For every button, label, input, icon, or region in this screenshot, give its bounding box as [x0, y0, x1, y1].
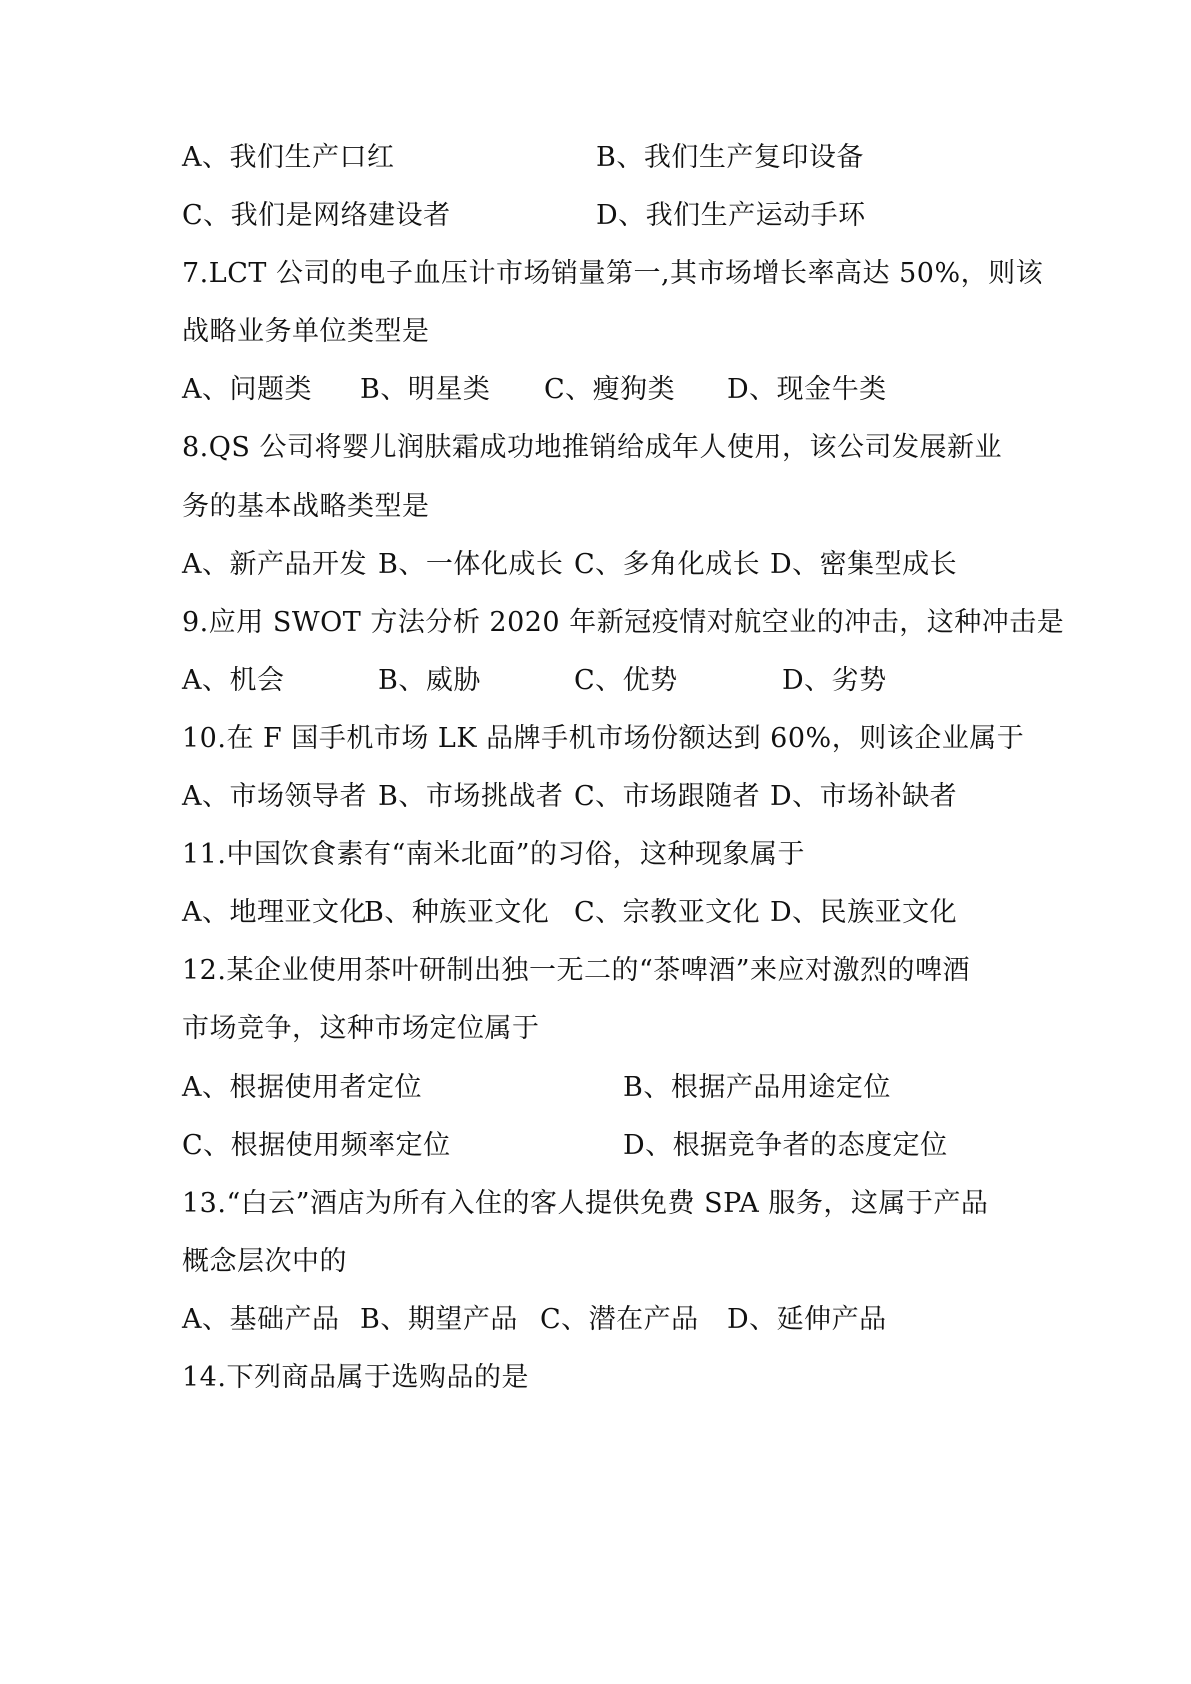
q10-options-row — [182, 777, 1041, 817]
q6-option-c: C、我们是网络建设者 — [182, 200, 451, 231]
q13-option-a: A、基础产品 — [182, 1304, 340, 1335]
q11-option-d: D、民族亚文化 — [770, 897, 958, 928]
q11-options-row — [182, 893, 1041, 933]
q7-option-d: D、现金牛类 — [727, 374, 887, 405]
q6-option-a: A、我们生产口红 — [182, 142, 395, 173]
q11-option-b: B、种族亚文化 — [364, 897, 550, 928]
q10-stem-line-1: 10.在 F 国手机市场 LK 品牌手机市场份额达到 60%，则该企业属于 — [182, 723, 1025, 754]
q9-option-c: C、优势 — [574, 665, 678, 696]
q7-stem-line-2: 战略业务单位类型是 — [182, 316, 430, 347]
q8-option-c: C、多角化成长 — [574, 549, 761, 580]
q8-stem-line-1: 8.QS 公司将婴儿润肤霜成功地推销给成年人使用，该公司发展新业 — [182, 432, 1002, 463]
q8-option-a: A、新产品开发 — [182, 549, 367, 580]
q11-stem-line-1: 11.中国饮食素有“南米北面”的习俗，这种现象属于 — [182, 839, 806, 870]
q7-option-b: B、明星类 — [360, 374, 491, 405]
q10-option-a: A、市场领导者 — [182, 781, 367, 812]
q10-option-b: B、市场挑战者 — [378, 781, 564, 812]
q12-options-row-1 — [182, 1068, 1041, 1108]
q12-options-row-2 — [182, 1126, 1041, 1166]
q8-options-row — [182, 545, 1041, 585]
q6-options-row-1 — [182, 138, 1041, 178]
q6-option-d: D、我们生产运动手环 — [596, 200, 866, 231]
q9-option-b: B、威胁 — [378, 665, 481, 696]
q9-stem-line-1: 9.应用 SWOT 方法分析 2020 年新冠疫情对航空业的冲击，这种冲击是 — [182, 607, 1065, 638]
q12-option-c: C、根据使用频率定位 — [182, 1130, 451, 1161]
q8-option-d: D、密集型成长 — [770, 549, 958, 580]
q12-option-d: D、根据竞争者的态度定位 — [623, 1130, 948, 1161]
q13-option-b: B、期望产品 — [360, 1304, 518, 1335]
q10-option-c: C、市场跟随者 — [574, 781, 761, 812]
q6-options-row-2 — [182, 196, 1041, 236]
q7-option-a: A、问题类 — [182, 374, 312, 405]
q11-option-a: A、地理亚文化 — [182, 897, 367, 928]
q8-stem-line-2: 务的基本战略类型是 — [182, 491, 430, 522]
q7-option-c: C、瘦狗类 — [544, 374, 676, 405]
q7-options-row — [182, 370, 1041, 410]
q12-option-a: A、根据使用者定位 — [182, 1072, 422, 1103]
q7-stem-line-1: 7.LCT 公司的电子血压计市场销量第一,其市场增长率高达 50%，则该 — [182, 258, 1044, 289]
q9-options-row — [182, 661, 1041, 701]
q14-stem-line-1: 14.下列商品属于选购品的是 — [182, 1362, 529, 1393]
q9-option-d: D、劣势 — [782, 665, 887, 696]
q8-option-b: B、一体化成长 — [378, 549, 564, 580]
q12-option-b: B、根据产品用途定位 — [623, 1072, 891, 1103]
q12-stem-line-1: 12.某企业使用茶叶研制出独一无二的“茶啤酒”来应对激烈的啤酒 — [182, 955, 971, 986]
q12-stem-line-2: 市场竞争，这种市场定位属于 — [182, 1013, 540, 1044]
q10-option-d: D、市场补缺者 — [770, 781, 958, 812]
q11-option-c: C、宗教亚文化 — [574, 897, 761, 928]
q13-stem-line-2: 概念层次中的 — [182, 1246, 347, 1277]
q13-option-c: C、潜在产品 — [540, 1304, 699, 1335]
q6-option-b: B、我们生产复印设备 — [596, 142, 864, 173]
q13-options-row — [182, 1300, 1041, 1340]
q13-stem-line-1: 13.“白云”酒店为所有入住的客人提供免费 SPA 服务，这属于产品 — [182, 1188, 989, 1219]
q9-option-a: A、机会 — [182, 665, 285, 696]
q13-option-d: D、延伸产品 — [727, 1304, 887, 1335]
